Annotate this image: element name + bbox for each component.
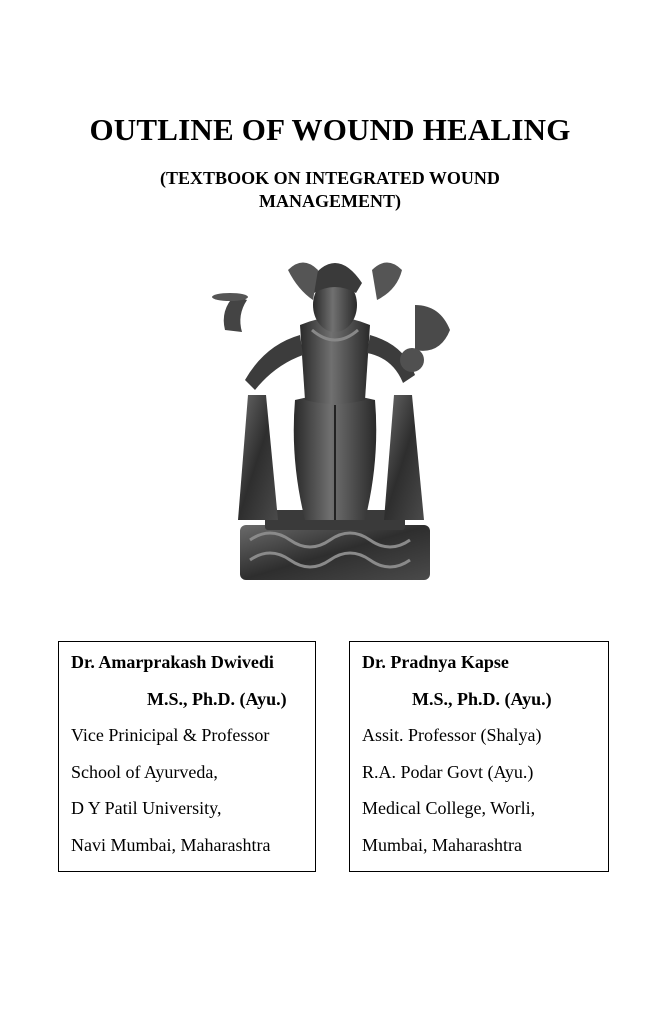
author-location: Mumbai, Maharashtra (362, 834, 522, 855)
author-name: Dr. Pradnya Kapse (362, 652, 509, 672)
author-card-dwivedi (58, 641, 316, 872)
author-university: D Y Patil University, (71, 798, 222, 818)
author-school: School of Ayurveda, (71, 761, 218, 782)
author-position: Assit. Professor (Shalya) (362, 725, 542, 745)
book-subtitle: (TEXTBOOK ON INTEGRATED WOUND MANAGEMENT) (160, 168, 500, 211)
author-location: Navi Mumbai, Maharashtra (71, 834, 271, 855)
author-degree: M.S., Ph.D. (Ayu.) (412, 688, 552, 709)
author-college: Medical College, Worli, (362, 798, 536, 818)
author-position: Vice Prinicipal & Professor (71, 725, 270, 745)
author-degree: M.S., Ph.D. (Ayu.) (147, 688, 287, 709)
author-card-kapse (349, 641, 609, 872)
author-name: Dr. Amarprakash Dwivedi (71, 652, 274, 672)
author-institution: R.A. Podar Govt (Ayu.) (362, 761, 534, 782)
book-title: OUTLINE OF WOUND HEALING (89, 112, 571, 147)
deity-statue-illustration (190, 235, 470, 595)
